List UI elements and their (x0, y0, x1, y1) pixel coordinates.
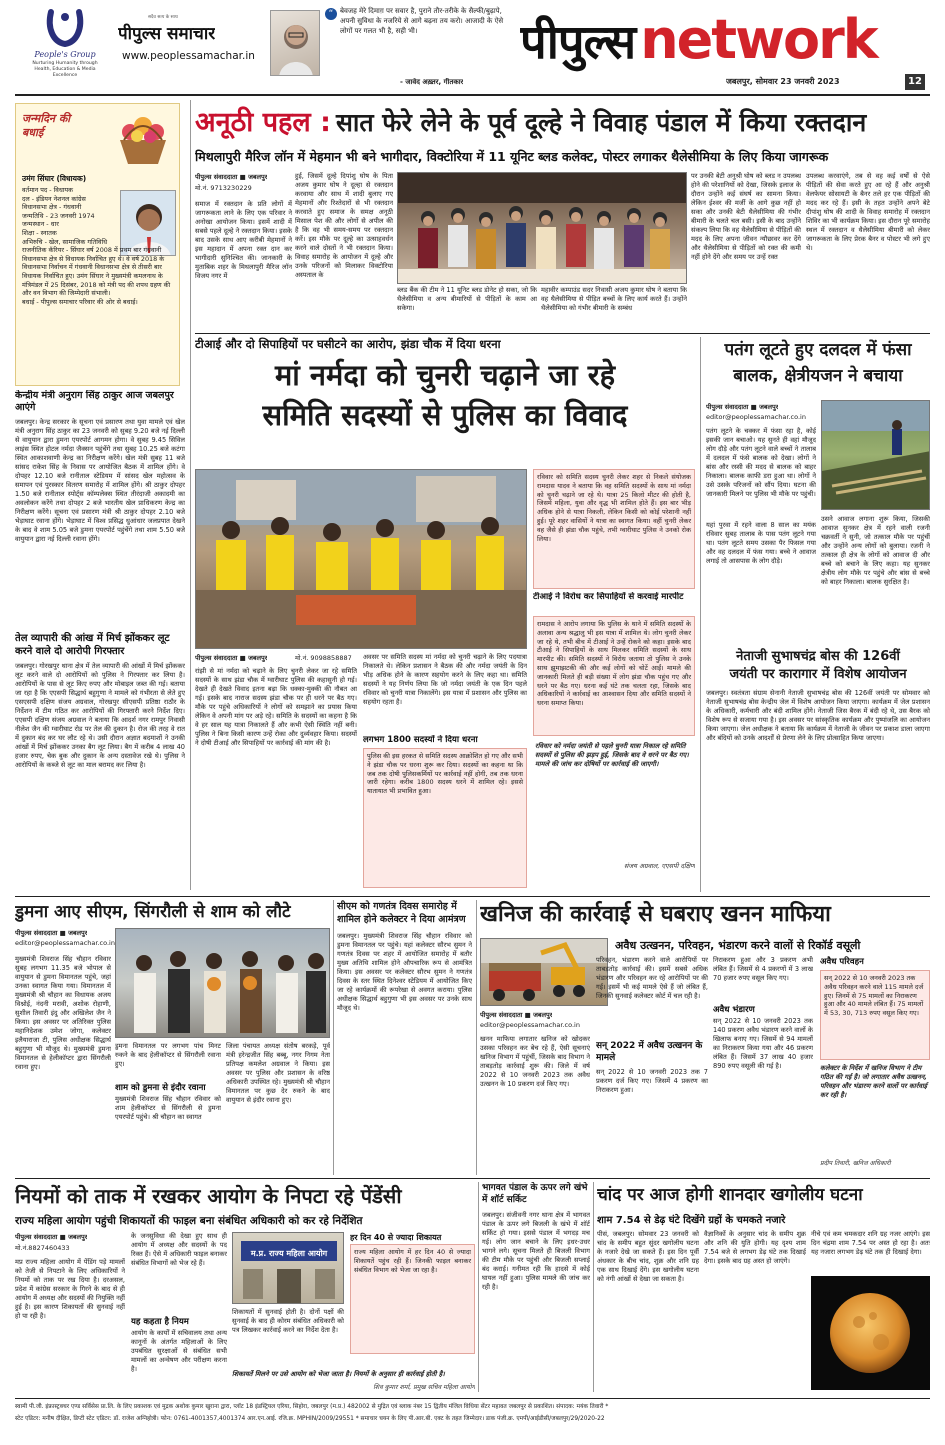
birthday-person-name: उमंग सिंघार (विधायक) (22, 174, 87, 183)
col-divider-kite (700, 337, 701, 892)
kite-byline: पीपुल्स संवाददाता ■ जबलपुर (706, 403, 779, 411)
brand-network: network (640, 8, 877, 71)
kite-email: editor@peoplessamachar.co.in (706, 413, 806, 421)
short-circuit-headline: भागवत पंडाल के ऊपर लगे खंभे में शॉर्ट सर्किट (482, 1183, 588, 1205)
commission-headline: नियमों को ताक में रखकर आयोग के निपटा रहे पेंडेंसी (15, 1184, 402, 1208)
narmada-sub2-box (533, 616, 695, 736)
commission-sub: यह कहता है नियम (131, 1317, 189, 1327)
col-divider-mining (476, 900, 477, 1175)
kite-col1: पतंग लूटने के चक्कर में फंसा रहा है, कोई इसकी जान बचाओ। यह सुनते ही वहां मौजूद लोग दौड़े और पतंग लूटने वाले बच्चों ने तालाब में दलदल में फंसे बालक को देखा। लोगों ने बांस और रस्सी की मदद से बालक को बाहर निकाला। बालक काफी डरा हुआ था। लोगों ने उसे उसके परिजनों को सौंप दिया। घटना की जानकारी मिलने पर पुलिस भी मौके पर पहुंची। (706, 427, 816, 498)
moon-photo (811, 1276, 930, 1390)
commission-sub2-box (350, 1244, 475, 1354)
cm-email: editor@peoplessamachar.co.in (15, 939, 115, 947)
narmada-sub3-body: पुलिस की इस हरकत से समिति सदस्य आक्रोशित हो गए और सभी ने झंडा चौक पर धरना शुरू कर दिया। सदस्यों का कहना था कि जब तक दोषी पुलिसकर्मियों पर कार्रवाई नहीं होगी, तब तक धरना जारी रहेगा। करीब 1800 सदस्य धरने में शामिल रहे। इससे यातायात भी प्रभावित हुआ। (367, 752, 523, 796)
flower-basket-icon (112, 110, 174, 166)
top-col5: उपलब्ध करवाएंगे, तब से वह कई वर्षों से ऐसे पीड़ितों की सेवा करते हुए आ रहे हैं और अनुश्री वेलफेयर सोसायटी के बैनर तले हर एक पीड़ितों की मदद कर रहे हैं। इसी के तहत उन्होंने अपने बेटे दीपांशु घोष की शादी के विवाह समारोह में रक्तदान शिविर का भी कार्यक्रम किया। इस दौरान पूरे समारोह स्थल में रक्तदान व थैलेसीमिया बीमारी को लेकर जागरूकता के लिए प्रेरक बैनर व पोस्टर भी लगे हुए थे। (806, 172, 930, 252)
left-story-minister (15, 390, 185, 630)
cm-body3: जिला पंचायत अध्यक्ष संतोष बरकड़े, पूर्व मंत्री हरेन्द्रजीत सिंह बब्बू, नगर निगम नेता प्रतिपक्ष कमलेश अग्रवाल ने किया। इस अवसर पर पुलिस और प्रशासन के वरिष्ठ अधिकारी उपस्थित रहे। मुख्यमंत्री श्री चौहान विमानतल पर कुछ देर रुकने के बाद वायुयान से इंदौर रवाना हुए। (226, 1042, 330, 1104)
dateline: जबलपुर, सोमवार 23 जनवरी 2023 (726, 77, 840, 86)
quote-icon: “ (325, 8, 337, 20)
mining-sub2-body: सन् 2022 से 10 जनवरी 2023 तक 140 प्रकरण अवैध भंडारण करने वालों के खिलाफ बनाए गए। जिसमें से 94 मामलों का निराकरण किया गया और 46 प्रकरण लंबित हैं। जिसमें 37 लाख 40 हजार 890 रुपए वसूली की गई है। (713, 1017, 813, 1070)
group-tagline: Nurturing Humanity through Health, Education & Media Excellence (32, 61, 98, 78)
kite-headline: पतंग लूटते हुए दलदल में फंसा बालक, क्षेत्रीयजन ने बचाया (724, 340, 912, 386)
wedding-blood-donation-photo (397, 172, 687, 284)
commission-quote-author: शिव कुमार शर्मा, प्रमुख सचिव महिला आयोग (373, 1384, 475, 1391)
mining-sub-body: सन् 2022 से 10 जनवरी 2023 तक 7 प्रकरण दर्ज किए गए। जिसमें 4 प्रकरण का निराकरण हुआ। (596, 1068, 708, 1094)
collector-story (337, 900, 472, 1175)
narmada-highlight-box (533, 469, 695, 589)
kite-story (706, 337, 930, 642)
daily-quote: बेवजह मेरे दिमाग़ पर सवार है, पुराने तौर-तरीके के सैल्फी/बुढ़ापे, अपनी सुविधा के नजरिये से आगे बढ़ना तय करो। आजादी के ऐसे लोगों पर गलत भी है, सही भी। (340, 7, 504, 35)
top-story-rule (195, 333, 930, 334)
birthday-box (15, 103, 180, 386)
group-photo-icon (398, 173, 687, 284)
netaji-body: जबलपुर। स्वतंत्रता संग्राम सेनानी नेताजी सुभाषचंद्र बोस की 126वीं जयंती पर सोमवार को नेताजी सुभाषचंद्र बोस केन्द्रीय जेल में विशेष आयोजन किया जाएगा। कार्यक्रम में जेल प्रशासन के अधिकारी, कर्मचारी और बंदी शामिल होंगे। नेताजी जिस बैरक में बंदी रहे थे, उस बैरक को विशेष रूप से सजाया गया है। इस अवसर पर सांस्कृतिक कार्यक्रम और पुष्पांजलि का आयोजन किया जाएगा। जेल अधीक्षक ने बताया कि कार्यक्रम में नेताजी के जीवन पर प्रकाश डाला जाएगा और बंदियों को उनके आदर्शों से प्रेरणा लेने के लिए प्रोत्साहित किया जाएगा। (706, 689, 930, 742)
top-kicker: अनूठी पहल : (195, 107, 331, 138)
netaji-headline-1: नेताजी सुभाषचंद्र बोस की 126वीं (736, 649, 900, 664)
left-story-loot (15, 632, 185, 882)
commission-sign-text: म.प्र. राज्य महिला आयोग (250, 1249, 328, 1258)
mining-col1: खनन माफिया लगातार खनिज को खोदकर उसका परिवहन कर बेच रहे हैं, ऐसी सूचनाएं खनिज विभाग में पहुंचीं, जिसके बाद विभाग ने ताबड़तोड़ कार्रवाई शुरू की। जिले में वर्ष 2022 से 10 जनवरी 2023 तक अवैध उत्खनन के 10 प्रकरण दर्ज किए गए। (480, 1035, 590, 1088)
narmada-sub2-body: रामदास ने आरोप लगाया कि पुलिस के थाने में समिति सदस्यों के अलावा अन्य श्रद्धालु भी इस यात्रा में शामिल थे। लोग चुनरी लेकर जा रहे थे, तभी बीच में टीआई ने उन्हें रोकने को कहा। इसके बाद टीआई ने सिपाहियों के साथ मिलकर समिति सदस्यों के साथ मारपीट की। समिति सदस्यों ने विरोध जताया तो पुलिस ने उनके साथ झूमाझटकी की और कई लोगों को चोटें आईं। मामले की जानकारी मिलते ही बड़ी संख्या में लोग झंडा चौक पहुंच गए और धरने पर बैठ गए। धरना कई घंटे तक चलता रहा, जिसके बाद अधिकारियों ने कार्रवाई का आश्वासन दिया और समिति सदस्यों ने धरना समाप्त किया। (537, 620, 691, 708)
narmada-byline: पीपुल्स संवाददाता ■ जबलपुर (195, 654, 268, 662)
commission-quote: शिकायतें मिलने पर उसे आयोग को भेजा जाता है। नियमों के अनुसार ही कार्रवाई होती है। (232, 1370, 445, 1378)
narmada-highlight: रविवार को समिति सदस्य चुनरी लेकर शहर से निकले संयोजक रामदास यादव ने बताया कि वह समिति सदस्यों के साथ मां नर्मदा को चुनरी चढ़ाने जा रहे थे। यात्रा 25 किलो मीटर की होती है, जिसमें महिला, युवा और वृद्ध भी शामिल होते हैं। इस बार भीड़ अधिक होने से यात्रा निकली, लेकिन किसी को कोई परेशानी नहीं हुई। पूरे शहर वासियों ने यात्रा का स्वागत किया। वहीं चुनरी लेकर वह जैसे ही झंडा चौक पहुंचे, तभी ग्वारीघाट पुलिस ने उनको रोक लिया। (537, 473, 691, 543)
mining-side-head: अवैध परिवहन (820, 957, 864, 967)
paper-small-tag: सदैव सत्य के साथ (148, 15, 178, 20)
commission-sub2-body: राज्य महिला आयोग में हर दिन 40 से ज्यादा शिकायतें पहुंच रही हैं। जिनकी फाइल बनाकर संबंधित विभाग को भेजा जा रहा है। (354, 1248, 471, 1274)
moon-col2: वैज्ञानिकों के अनुसार चांद के समीप शुक्र और शनि की युति होगी। यह दृश्य शाम 7.54 बजे से लगभग डेढ़ घंटे तक दिखाई देगा। इसके बाद ग्रह अस्त हो जाएंगे। (704, 1230, 806, 1265)
commission-col3: शिकायतों में सुनवाई होती है। दोनों पक्षों की सुनवाई के बाद ही कोरम संबंधित अधिकारी को पत्र लिखकर कार्रवाई करने का निर्देश देता है। (232, 1308, 344, 1334)
brand-peoples: पीपुल्स (520, 15, 636, 70)
narmada-protest-photo (195, 469, 527, 649)
top-headline: सात फेरे लेने के पूर्व दूल्हे ने विवाह पंडाल में किया रक्तदान (335, 108, 867, 137)
commission-mobile: मो.नं.8827460433 (15, 1244, 70, 1252)
col-divider-cm (333, 900, 334, 1175)
mining-quote-author: प्रदीप तिवारी, खनिज अधिकारी (820, 1160, 891, 1167)
moon-subhead: शाम 7.54 से डेढ़ घंटे दिखेंगे ग्रहों के चमकते नजारे (597, 1215, 786, 1226)
netaji-story (706, 648, 930, 892)
cm-byline: पीपुल्स संवाददाता ■ जबलपुर (15, 929, 88, 937)
cm-headline: डुमना आए सीएम, सिंगरौली से शाम को लौटे (15, 902, 291, 922)
crowd-photo-icon (196, 470, 527, 649)
kite-rescue-photo (821, 400, 930, 510)
narmada-quote-box (533, 740, 695, 890)
peoples-group-logo (30, 8, 100, 88)
masthead-rule (15, 94, 930, 96)
cm-body: मुख्यमंत्री शिवराज सिंह चौहान रविवार सुबह लगभग 11.35 बजे भोपाल से वायुयान से डुमना विमानतल पहुंचे, जहां उनका स्वागत किया गया। विमानतल में मुख्यमंत्री श्री चौहान का विधायक अजय विश्नोई, नंदनी मरावी, अशोक रोहाणी, सुशील तिवारी इंदु और अखिलेश जैन ने किया। इस अवसर पर अतिरिक्त पुलिस महानिदेशक उमेश जोगा, कलेक्टर इलैयाराजा टी, पुलिस अधीक्षक सिद्धार्थ बहुगुणा भी मौजूद थे। मुख्यमंत्री डुमना विमानतल से हेलीकॉप्टर द्वारा सिंगरौली रवाना हुए। (15, 955, 111, 1071)
mining-side-box (820, 970, 930, 1060)
commission-byline: पीपुल्स संवाददाता ■ जबलपुर (15, 1233, 88, 1241)
imprint-line-1: स्वामी पी.जी. इंफ्रास्ट्रक्चर एण्ड सर्विसेस प्रा.लि. के लिए प्रकाशक एवं मुद्रक अशोक कुमार खुराना द्वारा, प्लॉट 18 इंडस्ट्रियल एरिया, सिहोरा, जबलपुर (म.प्र.) 482002 से मुद्रित एवं ब्लाक नंबर 15 द्वितीय मंजिल विधिया सेंटर महावत जबलपुर से प्रकाशित। संपादक: मयंक तिवारी * (15, 1404, 609, 1410)
top-col4: पर उनकी बेटी अनुश्री घोष को ब्लड न उपलब्ध होने की परेशानियों को देखा, जिसके इलाज के दौरान उन्होंने कई संघर्ष का सामना किया। लेकिन ईश्वर की मर्जी के आगे कुछ नहीं हो सका और उनकी बेटी थैलेसीमिया की गंभीर बीमारी के चलते चल बसी। इसी के बाद उन्होंने संकल्प लिया कि वह थैलेसीमिया से पीड़ितों की मदद के लिए अपना जीवन न्यौछावर कर देंगे और थैलेसीमिया से पीड़ितों को रक्त की कमी नहीं होने देंगे और समय पर उन्हें रक्त (691, 172, 801, 261)
top-mobile: मो.नं. 9713230229 (195, 184, 252, 192)
minister-body: जबलपुर। केन्द्र सरकार के सूचना एवं प्रसारण तथा युवा मामले एवं खेल मंत्री अनुराग सिंह ठाकुर का 23 जनवरी को सुबह 9.20 बजे नई दिल्ली से वायुयान द्वारा डुमना एयरपोर्ट आगमन होगा। वे सुबह 9.45 सिविल लाइंस स्थित होटल नर्मदा जैक्सन पहुंचेंगे तथा सुबह 10.25 बजे कटंगा स्थित आकाशवाणी केन्द्र का निरीक्षण करेंगे। खेल मंत्री सुबह 11 बजे सांसद राकेश सिंह के निवास पर आयोजित बैठक में शामिल होंगे। वे दोपहर 12.10 बजे रानीताल स्टेडियम में सांसद खेल महोत्सव के समापन एवं पुरस्कार वितरण समारोह में शामिल होंगे। श्री ठाकुर दोपहर 1.50 बजे रानीताल स्पोर्ट्स कॉम्पलेक्स स्थित तीरंदाजी अकादमी का अवलोकन करेंगे तथा दोपहर 2 बजे भारतीय खेल प्राधिकरण केन्द्र का निरीक्षण करेंगे। सूचना एवं प्रसारण मंत्री श्री ठाकुर दोपहर 2.10 बजे भेड़ाघाट रवाना होंगे। भेड़ाघाट में विश्व प्रसिद्ध धुआंधार जलप्रपात देखने के बाद वे शाम 5.05 बजे डुमना एयरपोर्ट पहुंचेंगे तथा शाम 5.50 बजे वायुयान द्वारा नई दिल्ली रवाना होंगे। (15, 418, 185, 543)
imprint-line-2: स्टेट एडिटर: मनीष दीक्षित, डिप्टी स्टेट एडिटर: डॉ. राजेश अग्निहोत्री। फोन: 0761-4001357,4001374 आर.एन.आई. रजि.क्र. MPHIN/2009/29551 * समाचार चयन के लिए पी.आर.बी. एक्ट के तहत जिम्मेदार। डाक पंजी.क्र. एमपी/आईडीसी/जबलपुर/29/2020-22 (15, 1416, 605, 1422)
mining-story (480, 900, 930, 1175)
top-col3: महावीर कम्पाउंड सदर निवासी अजय कुमार घोष ने बताया कि वह थैलेसीमिया से पीड़ित बच्चों के लिए कार्य करते हैं। उन्होंने थैलेसीमिया को गंभीर बीमारी के सम्बंध (541, 286, 687, 312)
cm-sub: शाम को डुमना से इंदौर रवाना (115, 1083, 206, 1093)
mining-truck-photo (480, 938, 608, 1006)
mining-email: editor@peoplessamachar.co.in (480, 1021, 580, 1029)
footer-rule (15, 1398, 930, 1399)
peoples-group-emblem-icon (43, 8, 87, 48)
collector-headline: सीएम को गणतंत्र दिवस समारोह में शामिल होने कलेक्टर ने दिया आमंत्रण (337, 901, 466, 925)
cm-body2: डुमना विमानतल पर लगभग पांच मिनट रुकने के बाद हेलीकॉप्टर से सिंगरौली रवाना हुए। (115, 1042, 221, 1068)
excavator-truck-icon (481, 939, 608, 1006)
loot-headline: तेल व्यापारी की आंख में मिर्च झोंककर लूट करने वाले दो आरोपी गिरफ्तार (15, 633, 170, 657)
netaji-headline-2: जयंती पर कारागार में विशेष आयोजन (729, 667, 907, 682)
commission-sub-body: आयोग के कार्यों में सचिवालय तथा अन्य कानूनों के अंतर्गत महिलाओं के लिए उपबंधित सुरक्षाओं से संबंधित सभी मामलों का अन्वेषण और परीक्षण करना है। (131, 1329, 227, 1373)
commission-sub2: हर दिन 40 से ज्यादा शिकायत (350, 1233, 442, 1242)
narmada-sub3-box (363, 748, 527, 888)
birthday-label: जन्मदिन की बधाई (22, 112, 71, 139)
welcome-photo-icon (116, 929, 330, 1038)
lower-rule (15, 1178, 930, 1179)
mining-side-body: सन् 2022 से 10 जनवरी 2023 तक अवैध परिवहन करने वाले 115 मामले दर्ज हुए। जिनमें से 75 मामलों का निराकरण हुआ और 40 मामले लंबित हैं। 75 मामलों में 53, 30, 713 रुपए वसूल किए गए। (824, 974, 924, 1018)
loot-body: जबलपुर। गोरखपुर थाना क्षेत्र में तेल व्यापारी की आंखों में मिर्च झोंककर लूट करने वाले दो आरोपियों को पुलिस ने गिरफ्तार कर लिया है। आरोपियों के पास से लूट किए रुपए और मोबाइल जब्त की गई। बताया जा रहा है कि एएसपी सिद्धार्थ बहुगुणा ने मामले को गंभीरता से लेते हुए एसएसपी दक्षिण संजय अग्रवाल, गोरखपुर सीएसपी प्रतिष्ठा राठौर के निर्देशन में टीम गठित कर आरोपियों की गिरफ्तारी करने निर्देश दिए। एएसपी दक्षिण संजय अग्रवाल ने बताया कि आदर्श नगर रामपुर निवासी नीलेश जैन की ग्वारीघाट रोड पर तेल की दुकान है। रोज की तरह वे रात में दुकान बंद कर घर लौट रहे थे। उसी दौरान अज्ञात बदमाशों ने उनकी आंखों में मिर्च झोंककर उनका बैग लूट लिया। बैग में करीब 4 लाख 40 हजार रुपए, चेक बुक और दुकान के अन्य दस्तावेज रखे थे। पुलिस ने आरोपियों के कब्जे से लूट का माल बरामद कर लिया है। (15, 662, 185, 769)
top-byline: पीपुल्स संवाददाता ■ जबलपुर (195, 173, 268, 181)
paper-name: पीपुल्स समाचार (118, 24, 216, 44)
mining-quote: कलेक्टर के निर्देश में खनिज विभाग ने टीम गठित की गई है। जो लगातार अवैध उत्खनन, परिवहन और भंडारण करने वालों पर कार्रवाई कर रही है। (820, 1064, 928, 1099)
narmada-quote: रविवार को नर्मदा जयंती से पहले चुनरी यात्रा निकाल रहे समिति सदस्यों से पुलिस की झड़प हुई, जिसके बाद वे धरने पर बैठ गए। मामले की जांच कर दोषियों पर कार्रवाई की जाएगी। (535, 742, 689, 768)
narmada-quote-author: संजय अग्रवाल, एएसपी दक्षिण (623, 862, 695, 870)
cm-welcome-photo (115, 928, 330, 1038)
top-headline-row (195, 100, 930, 146)
narmada-mobile: मो.नं. 9098858887 (295, 654, 352, 662)
collector-body: जबलपुर। मुख्यमंत्री शिवराज सिंह चौहान रविवार को डुमना विमानतल पर पहुंचे। यहां कलेक्टर सौरभ सुमन ने गणतंत्र दिवस पर शहर में आयोजित समारोह में बतौर मुख्य अतिथि शामिल होने औपचारिक रूप से आमंत्रित किया। इस अवसर पर कलेक्टर सौरभ सुमन ने गणतंत्र दिवस के स्तर स्थित दिनेश्वर स्टेडियम में आयोजित किए जा रहे कार्यक्रमों की रूपरेखा से अवगत कराया। पुलिस अधीक्षक सिद्धार्थ बहुगुणा भी इस अवसर पर उनके साथ मौजूद थे। (337, 932, 472, 1012)
commission-col1: मप्र राज्य महिला आयोग में पेंडिंग पड़े मामलों को तेजी से निपटाने के लिए अधिकारियों ने नियमों को ताक पर रख दिया है। दरअसल, प्रदेश में कांग्रेस सरकार के गिरने के बाद से ही आयोग में अध्यक्ष और सदस्यों की नियुक्ति नहीं हुई है। इस कारण शिकायतों की सुनवाई नहीं हो पा रही है। (15, 1258, 125, 1320)
narmada-kicker: टीआई और दो सिपाहियों पर घसीटने का आरोप, झंडा चौक में दिया धरना (195, 337, 501, 351)
mining-col3: निराकरण हुआ और 3 प्रकरण अभी लंबित हैं। जिसमें से 4 प्रकरणों में 3 लाख 70 हजार रुपए वसूल किए गए। (713, 956, 813, 982)
portrait-icon (271, 11, 320, 76)
page-number: 12 (905, 74, 925, 90)
moon-story (597, 1182, 930, 1392)
javed-akhtar-photo (270, 10, 320, 76)
kite-col-low: यहां पुरवा में रहने वाला 8 साल का मयंक रविवार सुबह तालाब के पास पतंग लूटने गया था। पतंग लूटते समय उसका पैर फिसल गया और वह दलदल में फंस गया। बच्चे ने आवाज लगाई तो आसपास के लोग दौड़े। (706, 521, 816, 565)
group-name: People's Group (34, 50, 96, 59)
narmada-sub2: टीआई ने विरोध कर सिपाहियों से करवाई मारपीट (533, 592, 684, 602)
narmada-headline-1: मां नर्मदा को चुनरी चढ़ाने जा रहे (274, 358, 616, 392)
col-divider-moon (593, 1182, 594, 1392)
commission-story (15, 1182, 475, 1392)
cm-sub-body: मुख्यमंत्री शिवराज सिंह चौहान रविवार को शाम हेलीकॉप्टर से सिंगरौली से डुमना एयरपोर्ट पहुंचे। श्री चौहान का स्वागत (115, 1095, 221, 1121)
short-circuit-story (482, 1182, 590, 1392)
mid-rule (15, 896, 930, 897)
mining-byline: पीपुल्स संवाददाता ■ जबलपुर (480, 1011, 553, 1019)
moon-col1: पीसं, जबलपुर। सोमवार 23 जनवरी को चांद के समीप बहुत सुंदर खगोलीय घटना के नजारे देखे जा सकते हैं। इस दिन पूर्वी अंधकार के बीच चांद, शुक्र और शनि ग्रह एक साथ दिखाई देंगे। इस खगोलीय घटना को नंगी आंखों से देखा जा सकता है। (597, 1230, 699, 1283)
commission-office-photo (232, 1232, 344, 1304)
quote-author: - जावेद अख़्तर, गीतकार (400, 78, 464, 86)
moon-col3: नीचे एवं कम चमकदार शनि ग्रह नजर आएंगे। इस दिन चंद्रमा शाम 7.54 पर अस्त हो रहा है। अतः यह नजारा लगभग डेढ़ घंटे तक ही दिखाई देगा। (811, 1230, 930, 1256)
top-subhead: मिथलापुरी मैरिज लॉन में मेहमान भी बने भागीदार, विक्टोरिया में 11 यूनिट ब्लड कलेक्ट, पोस्टर लगाकर थैलेसीमिया के लिए किया जागरूक (195, 149, 829, 164)
commission-subhead: राज्य महिला आयोग पहुंची शिकायतों की फाइल बना संबंधित अधिकारी को कर रहे निर्देशित (15, 1215, 363, 1227)
narmada-story (195, 337, 695, 892)
col-divider-commission (478, 1182, 479, 1392)
top-col2: हुई, जिसमें दूल्हे दिपांशु घोष के पिता अजय कुमार घोष ने दूल्हा से रक्तदान करवाया और साथ में शादी बुलाए गए मेहमानों और रिश्तेदारों से भी रक्तदान करवाते हुए समाज के समक्ष अनूठी मिसाल पेश की और लोगों से अपील की है कि वह भी समय-समय पर रक्तदान करें। इस मौके पर दूल्हे का उत्साहवर्धन करने वाले दोस्तों ने भी रक्तदान किया। विवाह समारोह के आयोजन में दूल्हे और उनके परिजनों को मिलाकर विक्टोरिया अस्पताल के (295, 172, 393, 279)
minister-headline: केन्द्रीय मंत्री अनुराग सिंह ठाकुर आज जबलपुर आएंगे (15, 390, 174, 413)
website[interactable]: www.peoplessamachar.in (122, 50, 255, 62)
mining-headline: खनिज की कार्रवाई से घबराए खनन माफिया (480, 902, 831, 927)
top-photo-caption: ब्लड बैंक की टीम ने 11 यूनिट ब्लड डोनेट हो सका, जो कि थैलेसीमिया व अन्य बीमारियों से पीड़ितों के काम आ सकेगा। (397, 286, 537, 312)
building-icon (233, 1233, 344, 1304)
col-divider-left (190, 100, 191, 890)
top-col1: समाज में रक्तदान के प्रति लोगों में जागरूकता लाने के लिए एक परिवार ने अनोखा आयोजन किया। इसमें शादी में सबसे पहले दूल्हे ने रक्तदान किया। इसके बाद उसके साथ आए करीबी मेहमानों ने इस महादान में अपना रक्त दान कर भागीदारी सुनिश्चित की। जानकारी के मुताबिक शहर के मिथलापुरी मैरिज लॉन विजय नगर में (195, 200, 292, 280)
masthead (0, 0, 945, 96)
narmada-col2: अवसर पर समिति सदस्य मां नर्मदा को चुनरी चढ़ाने के लिए पदयात्रा निकालते थे। लेकिन प्रशासन ने बैठक की और नर्मदा जयंती के दिन भीड़ अधिक होने के कारण सहयोग करने के लिए कहा था। समिति सदस्यों ने यह निर्णय लिया कि जो नर्मदा जयंती के एक दिन पहले रविवार को चुनरी यात्रा निकालेंगे। इस यात्रा में प्रशासन और पुलिस का सहयोग रहता है। (363, 653, 527, 706)
short-circuit-body: जबलपुर। संजीवनी नगर थाना क्षेत्र में भागवत पंडाल के ऊपर लगे बिजली के खंभे में शॉर्ट सर्किट हो गया। इससे पंडाल में भगदड़ मच गई। लोग जान बचाने के लिए इधर-उधर भागने लगे। सूचना मिलते ही बिजली विभाग की टीम मौके पर पहुंची और बिजली सप्लाई बंद कराई। गनीमत रही कि हादसे में कोई घायल नहीं हुआ। पुलिस मामले की जांच कर रही है। (482, 1211, 590, 1291)
narmada-col1: रांझी से मां नर्मदा को चढ़ाने के लिए चुनरी लेकर जा रहे समिति सदस्यों के साथ झंडा चौक में ग्वारीघाट पुलिस की कहासुनी हो गई। देखते ही देखते विवाद इतना बढ़ा कि धक्का-मुक्की की नौबत आ गई। इसके बाद नाराज सदस्य झंडा चौक पर ही धरने पर बैठ गए। मौके पर पहुंचे अधिकारियों ने लोगों को समझाने का प्रयास किया लेकिन वे अपनी मांग पर अड़े रहे। समिति के सदस्यों का कहना है कि वे हर साल यह यात्रा निकालते हैं और कभी ऐसी स्थिति नहीं बनी। पुलिस ने बिना किसी कारण उन्हें रोका और दुर्व्यवहार किया। सदस्यों ने दोषी टीआई और सिपाहियों पर कार्रवाई की मांग की है। (195, 667, 357, 747)
narmada-sub3: लगभग 1800 सदस्यों ने दिया धरना (363, 735, 478, 745)
rescue-photo-icon (822, 401, 930, 510)
moon-headline: चांद पर आज होगी शानदार खगोलीय घटना (597, 1185, 863, 1205)
mining-subhead: अवैध उत्खनन, परिवहन, भंडारण करने वालों से रिकॉर्ड वसूली (615, 939, 861, 952)
narmada-headline-2: समिति सदस्यों से पुलिस का विवाद (262, 398, 628, 432)
mining-col2: परिवहन, भंडारण करने वाले आरोपियों पर ताबड़तोड़ कार्रवाई की। इसमें सबसे अधिक भंडारण और परिवहन कर रहे आरोपियों पर की गई। इसमें भी कई मामले ऐसे हैं जो लंबित हैं, जिनकी सुनवाई कलेक्टर कोर्ट में चल रही है। (596, 956, 708, 1000)
section-brand (520, 8, 925, 72)
kite-col2: उसने आवाज लगाना शुरू किया, जिसकी आवाज सुनकर क्षेत्र में रहने वाली रजनी चक्रवर्ती ने सुनी, जो तत्काल मौके पर पहुंचीं और उन्होंने अन्य लोगों को बुलाया। रजनी ने तत्काल ही क्षेत्र के लोगों को आवाज दी और बच्चे को बचाने के लिए कहा। यह सुनकर क्षेत्रीय लोग मौके पर पहुंचे और बांस से बच्चे को बाहर निकाला। बालक सुरक्षित है। (821, 515, 930, 586)
moon-icon (811, 1276, 930, 1390)
mining-sub: सन् 2022 में अवैध उत्खनन के मामले (596, 1041, 703, 1063)
commission-col2: के जनसुविधा की देखा हुए साथ ही आयोग में अध्यक्ष और सदस्यों के पद रिक्त हैं। ऐसे में अधिकारी फाइल बनाकर संबंधित विभागों को भेज रहे हैं। (131, 1232, 227, 1267)
mining-sub2: अवैध भंडारण (713, 1005, 755, 1015)
birthday-details: वर्तमान पद - विधायक दल - इंडियन नेशनल कांग्रेस विधानसभा क्षेत्र - गंधवानी जन्मतिथि - 23 जनवरी 1974 जन्मस्थान - धार शिक्षा - स्नातक अभिरुचि - खेल, सामाजिक गतिविधि राजनीतिक कॅरियर - सिंघार वर्ष 2008 में प्रथम बार गंधवानी विधानसभा क्षेत्र से विधायक निर्वाचित हुए थे। वे वर्ष 2018 के विधानसभा निर्वाचन में गंधवानी विधानसभा क्षेत्र से तीसरी बार विधायक निर्वाचित हुए। उमंग सिंघार ने मुख्यमंत्री कमलनाथ के मंत्रिमंडल में 25 दिसंबर, 2018 को मंत्री पद की शपथ ग्रहण की और वन विभाग की जिम्मेदारी संभाली। बधाई - पीपुल्स समाचार परिवार की ओर से बधाई। (22, 186, 171, 306)
cm-story (15, 900, 330, 1175)
top-story (195, 100, 930, 330)
